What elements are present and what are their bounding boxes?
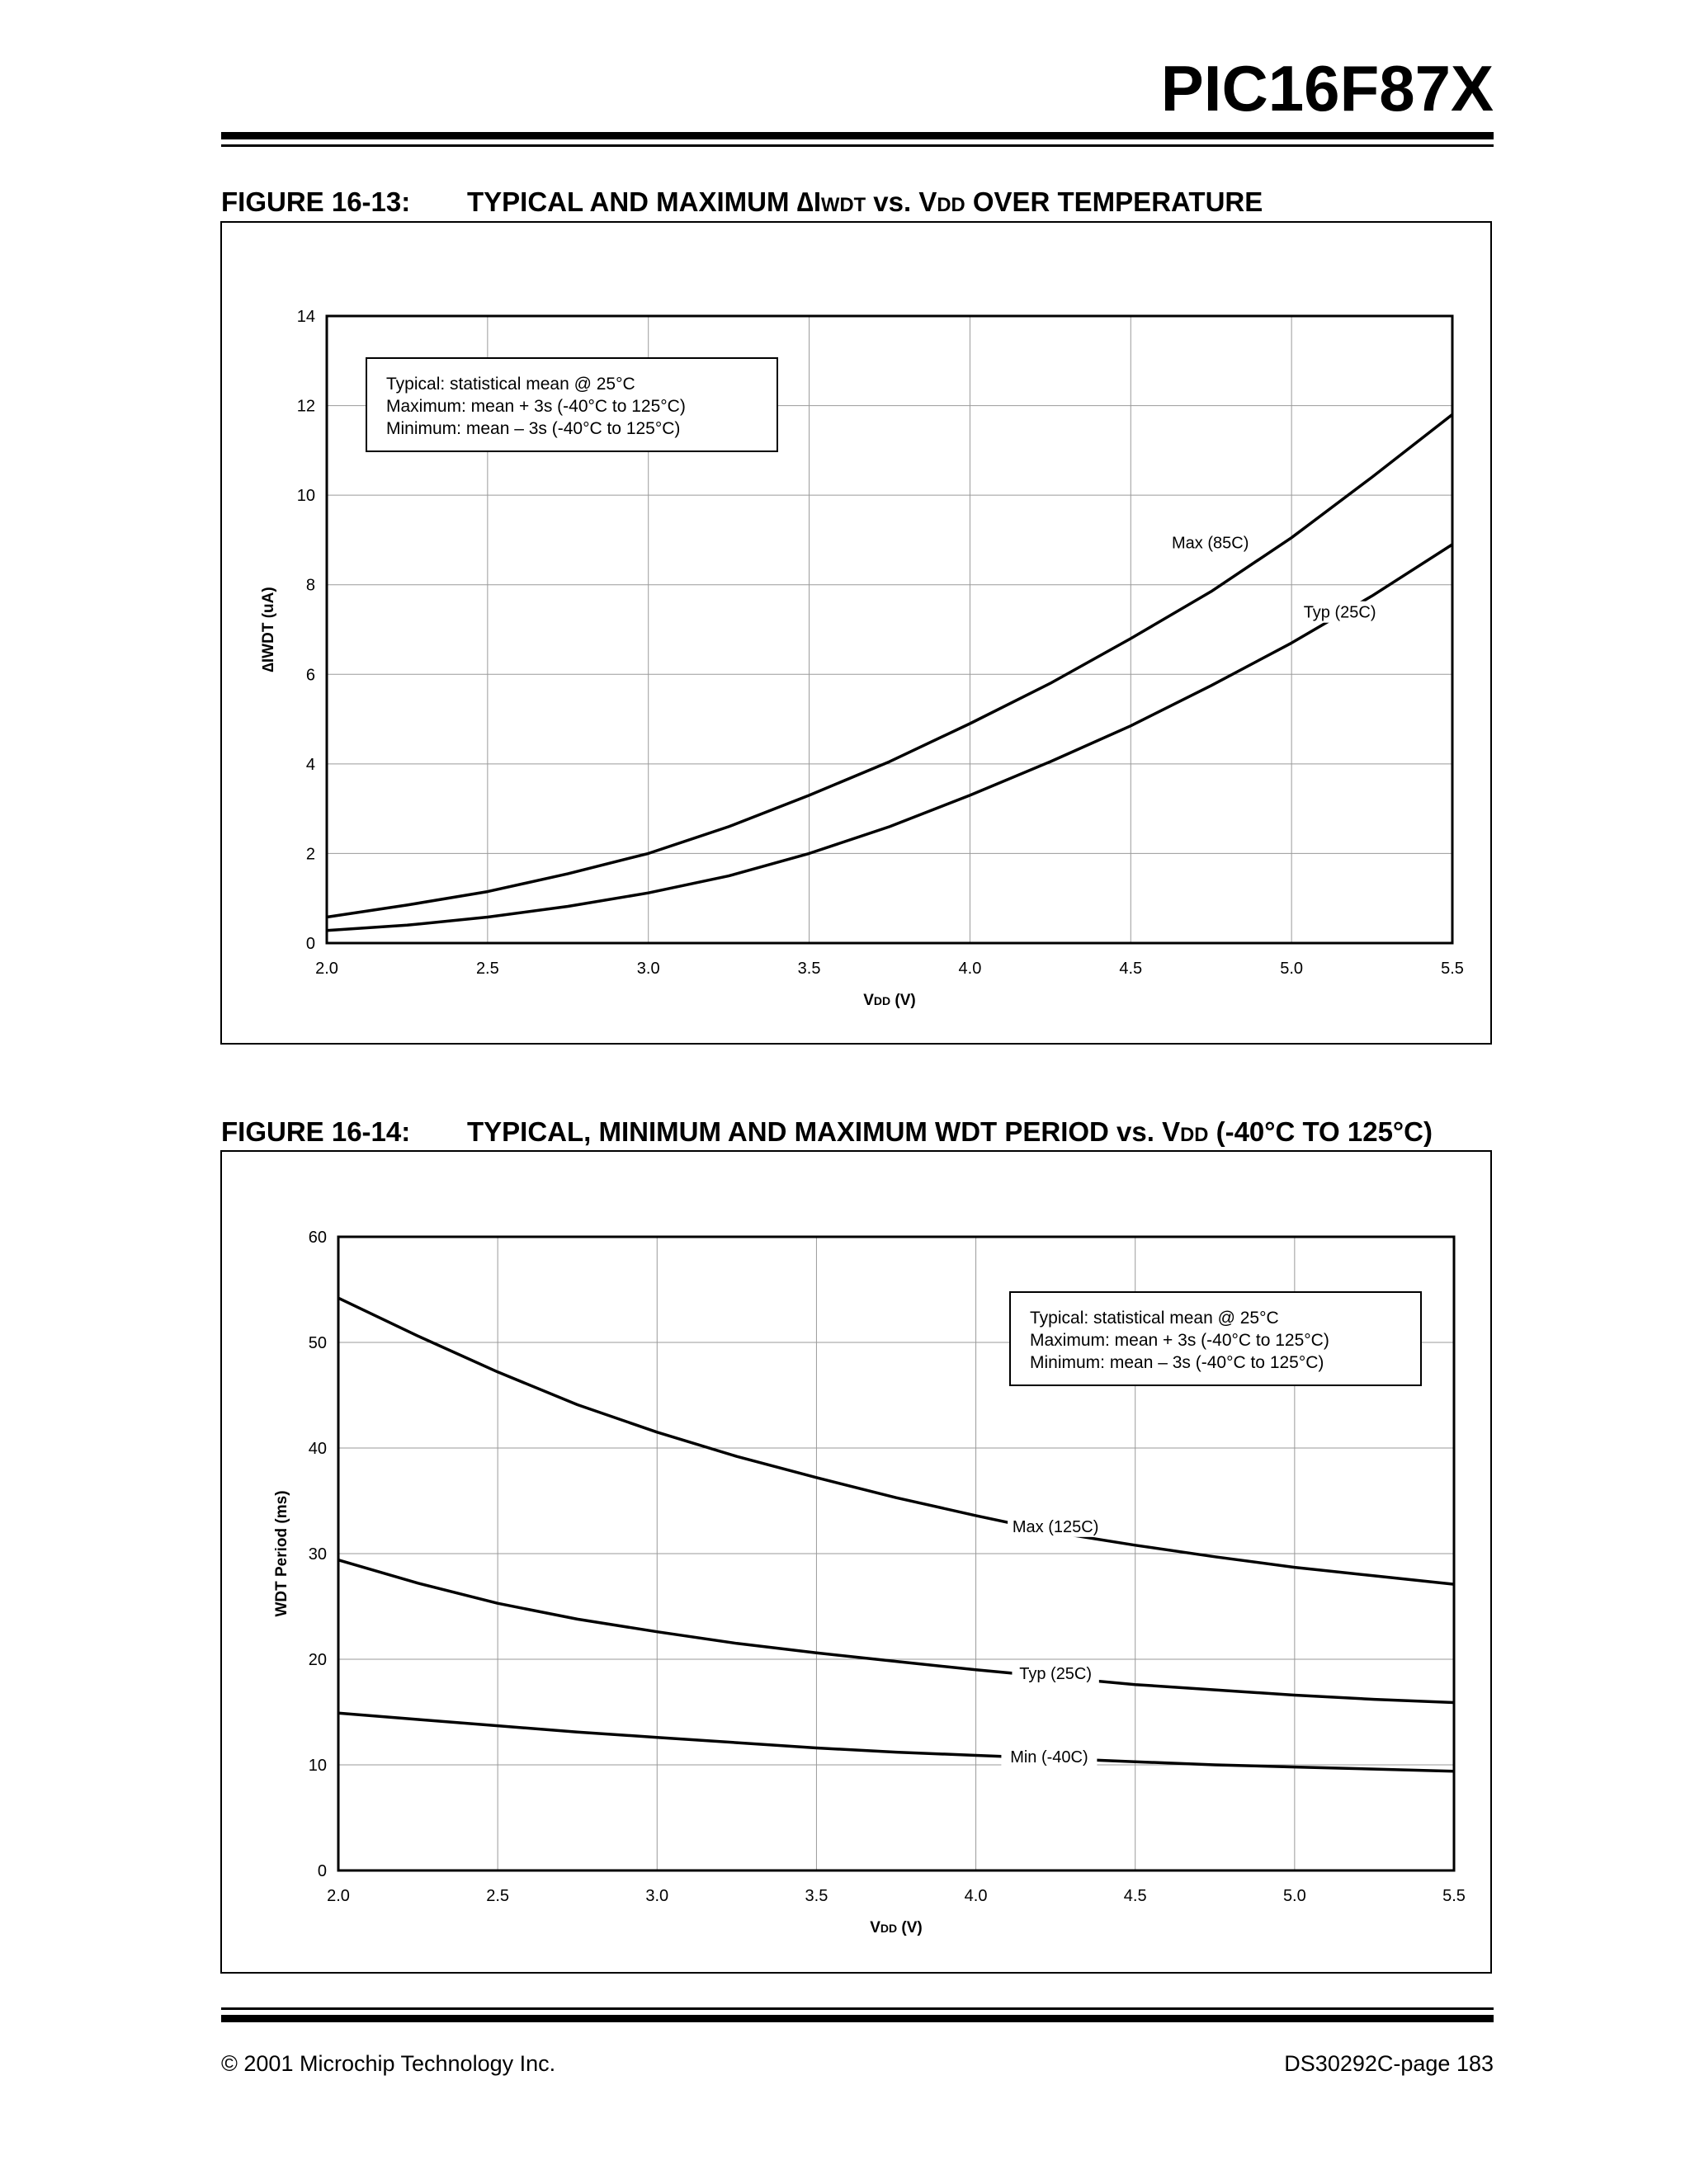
x-tick-label: 3.0 — [645, 1887, 669, 1905]
caption-text: TYPICAL, MINIMUM AND MAXIMUM WDT PERIOD vs. VDD (-40°C TO 125°C) — [467, 1116, 1433, 1147]
y-tick-label: 8 — [305, 576, 315, 595]
footer-rule-thick — [221, 2015, 1494, 2022]
chart-iwdt — [222, 223, 1494, 1046]
series-line-1 — [327, 545, 1452, 931]
footer-page-number: DS30292C-page 183 — [1284, 2051, 1494, 2076]
y-tick-label: 10 — [308, 1757, 327, 1775]
caption-text: TYPICAL AND MAXIMUM ∆IWDT vs. VDD OVER TEMPERATURE — [467, 186, 1263, 217]
series-line-2 — [338, 1713, 1454, 1771]
y-tick-label: 10 — [296, 487, 315, 506]
x-tick-label: 4.0 — [964, 1887, 988, 1905]
y-tick-label: 2 — [305, 845, 315, 864]
x-tick-label: 2.0 — [315, 960, 338, 978]
x-tick-label: 2.5 — [475, 960, 499, 978]
legend-line: Typical: statistical mean @ 25°C — [386, 375, 635, 394]
x-tick-label: 5.0 — [1282, 1887, 1306, 1905]
series-label: Typ (25C) — [1303, 603, 1376, 622]
series-label: Max (125C) — [1012, 1517, 1099, 1536]
legend-line: Minimum: mean – 3s (-40°C to 125°C) — [386, 419, 681, 438]
y-tick-label: 40 — [308, 1440, 327, 1458]
x-tick-label: 2.5 — [486, 1887, 510, 1905]
header-rule-thick — [221, 132, 1494, 139]
x-axis-label: VDD (V) — [870, 1919, 923, 1936]
legend-line: Typical: statistical mean @ 25°C — [1030, 1309, 1279, 1328]
legend — [366, 358, 777, 451]
y-tick-label: 14 — [296, 308, 315, 326]
x-tick-label: 5.5 — [1442, 1887, 1466, 1905]
y-tick-label: 20 — [308, 1651, 327, 1669]
y-tick-label: 50 — [308, 1334, 327, 1352]
header-rule-thin — [221, 144, 1494, 147]
x-tick-label: 4.5 — [1123, 1887, 1147, 1905]
x-tick-label: 5.0 — [1280, 960, 1304, 978]
footer-copyright: © 2001 Microchip Technology Inc. — [221, 2051, 556, 2076]
figure-caption-16-14 — [221, 1116, 1433, 1148]
legend — [1010, 1292, 1421, 1385]
x-tick-label: 3.5 — [805, 1887, 828, 1905]
y-tick-label: 6 — [305, 666, 315, 685]
y-tick-label: 4 — [305, 755, 315, 774]
y-tick-label: 30 — [308, 1545, 327, 1564]
page-title: PIC16F87X — [1160, 52, 1494, 125]
y-tick-label: 12 — [296, 397, 315, 416]
y-axis-label: ∆IWDT (uA) — [260, 587, 277, 672]
legend-line: Maximum: mean + 3s (-40°C to 125°C) — [1030, 1331, 1329, 1350]
series-line-1 — [338, 1560, 1454, 1703]
x-tick-label: 4.0 — [958, 960, 982, 978]
series-label: Max (85C) — [1172, 534, 1249, 553]
legend-line: Maximum: mean + 3s (-40°C to 125°C) — [386, 397, 686, 416]
x-tick-label: 3.0 — [636, 960, 660, 978]
series-line-0 — [327, 414, 1452, 917]
chart-frame-16-13 — [220, 221, 1492, 1045]
chart-frame-16-14 — [220, 1150, 1492, 1974]
figure-caption-16-13 — [221, 186, 1263, 218]
y-axis-label: WDT Period (ms) — [273, 1490, 290, 1617]
y-tick-label: 0 — [305, 935, 315, 953]
x-tick-label: 5.5 — [1441, 960, 1464, 978]
footer-rule-thin — [221, 2007, 1494, 2010]
chart-wdt-period — [222, 1152, 1494, 1975]
x-tick-label: 4.5 — [1119, 960, 1143, 978]
series-label: Typ (25C) — [1019, 1664, 1093, 1683]
y-tick-label: 60 — [308, 1229, 327, 1247]
x-tick-label: 3.5 — [797, 960, 821, 978]
x-tick-label: 2.0 — [327, 1887, 350, 1905]
legend-line: Minimum: mean – 3s (-40°C to 125°C) — [1030, 1353, 1324, 1372]
y-tick-label: 0 — [317, 1862, 327, 1880]
x-axis-label: VDD (V) — [863, 992, 916, 1009]
figure-number: FIGURE 16-14: — [221, 1116, 411, 1147]
figure-number: FIGURE 16-13: — [221, 186, 411, 217]
series-label: Min (-40C) — [1010, 1748, 1088, 1767]
